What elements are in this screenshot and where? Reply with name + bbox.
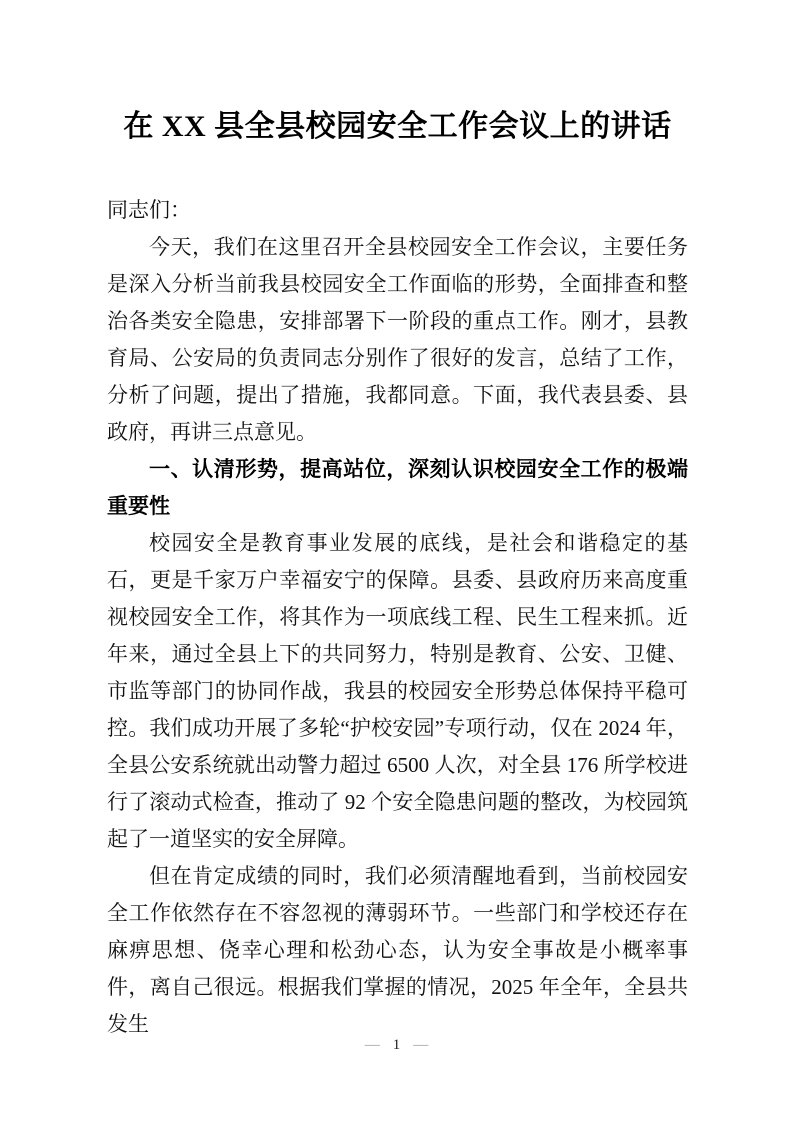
- footer-dash-left: —: [364, 1037, 380, 1053]
- paragraph-intro: 今天，我们在这里召开全县校园安全工作会议，主要任务是深入分析当前我县校园安全工作面临的形势，全面排查和整治各类安全隐患，安排部署下一阶段的重点工作。刚才，县教育局、公安局的负责同志分别作了很好的发言，总结了工作，分析了问题，提出了措施，我都同意。下面，我代表县委、县政府，再讲三点意见。: [107, 235, 688, 444]
- salutation: 同志们：: [107, 198, 191, 222]
- footer-dash-right: —: [413, 1037, 429, 1053]
- page-number: 1: [392, 1037, 401, 1053]
- paragraph-achievements: 校园安全是教育事业发展的底线，是社会和谐稳定的基石，更是千家万户幸福安宁的保障。县委、县政府历来高度重视校园安全工作，将其作为一项底线工程、民生工程来抓。近年来，通过全县上下的共同努力，特别是教育、公安、卫健、市监等部门的协同作战，我县的校园安全形势总体保持平稳可控。我们成功开展了多轮“护校安园”专项行动，仅在 2024 年，全县公安系统就出动警力超过 6500 人次，对全县 176 所学校进行了滚动式检查，推动了 92 个安全隐患问题的整改，为校园筑起了一道坚实的安全屏障。: [107, 531, 688, 851]
- document-title: 在 XX 县全县校园安全工作会议上的讲话: [123, 110, 672, 143]
- page-footer: [0, 1036, 793, 1054]
- paragraph-problems: 但在肯定成绩的同时，我们必须清醒地看到，当前校园安全工作依然存在不容忽视的薄弱环节。一些部门和学校还存在麻痹思想、侥幸心理和松劲心态，认为安全事故是小概率事件，离自己很远。根据我们掌握的情况，2025 年全年，全县共发生: [107, 864, 688, 1036]
- section-heading-1: 一、认清形势，提高站位，深刻认识校园安全工作的极端重要性: [107, 458, 688, 518]
- document-body: [107, 106, 688, 1043]
